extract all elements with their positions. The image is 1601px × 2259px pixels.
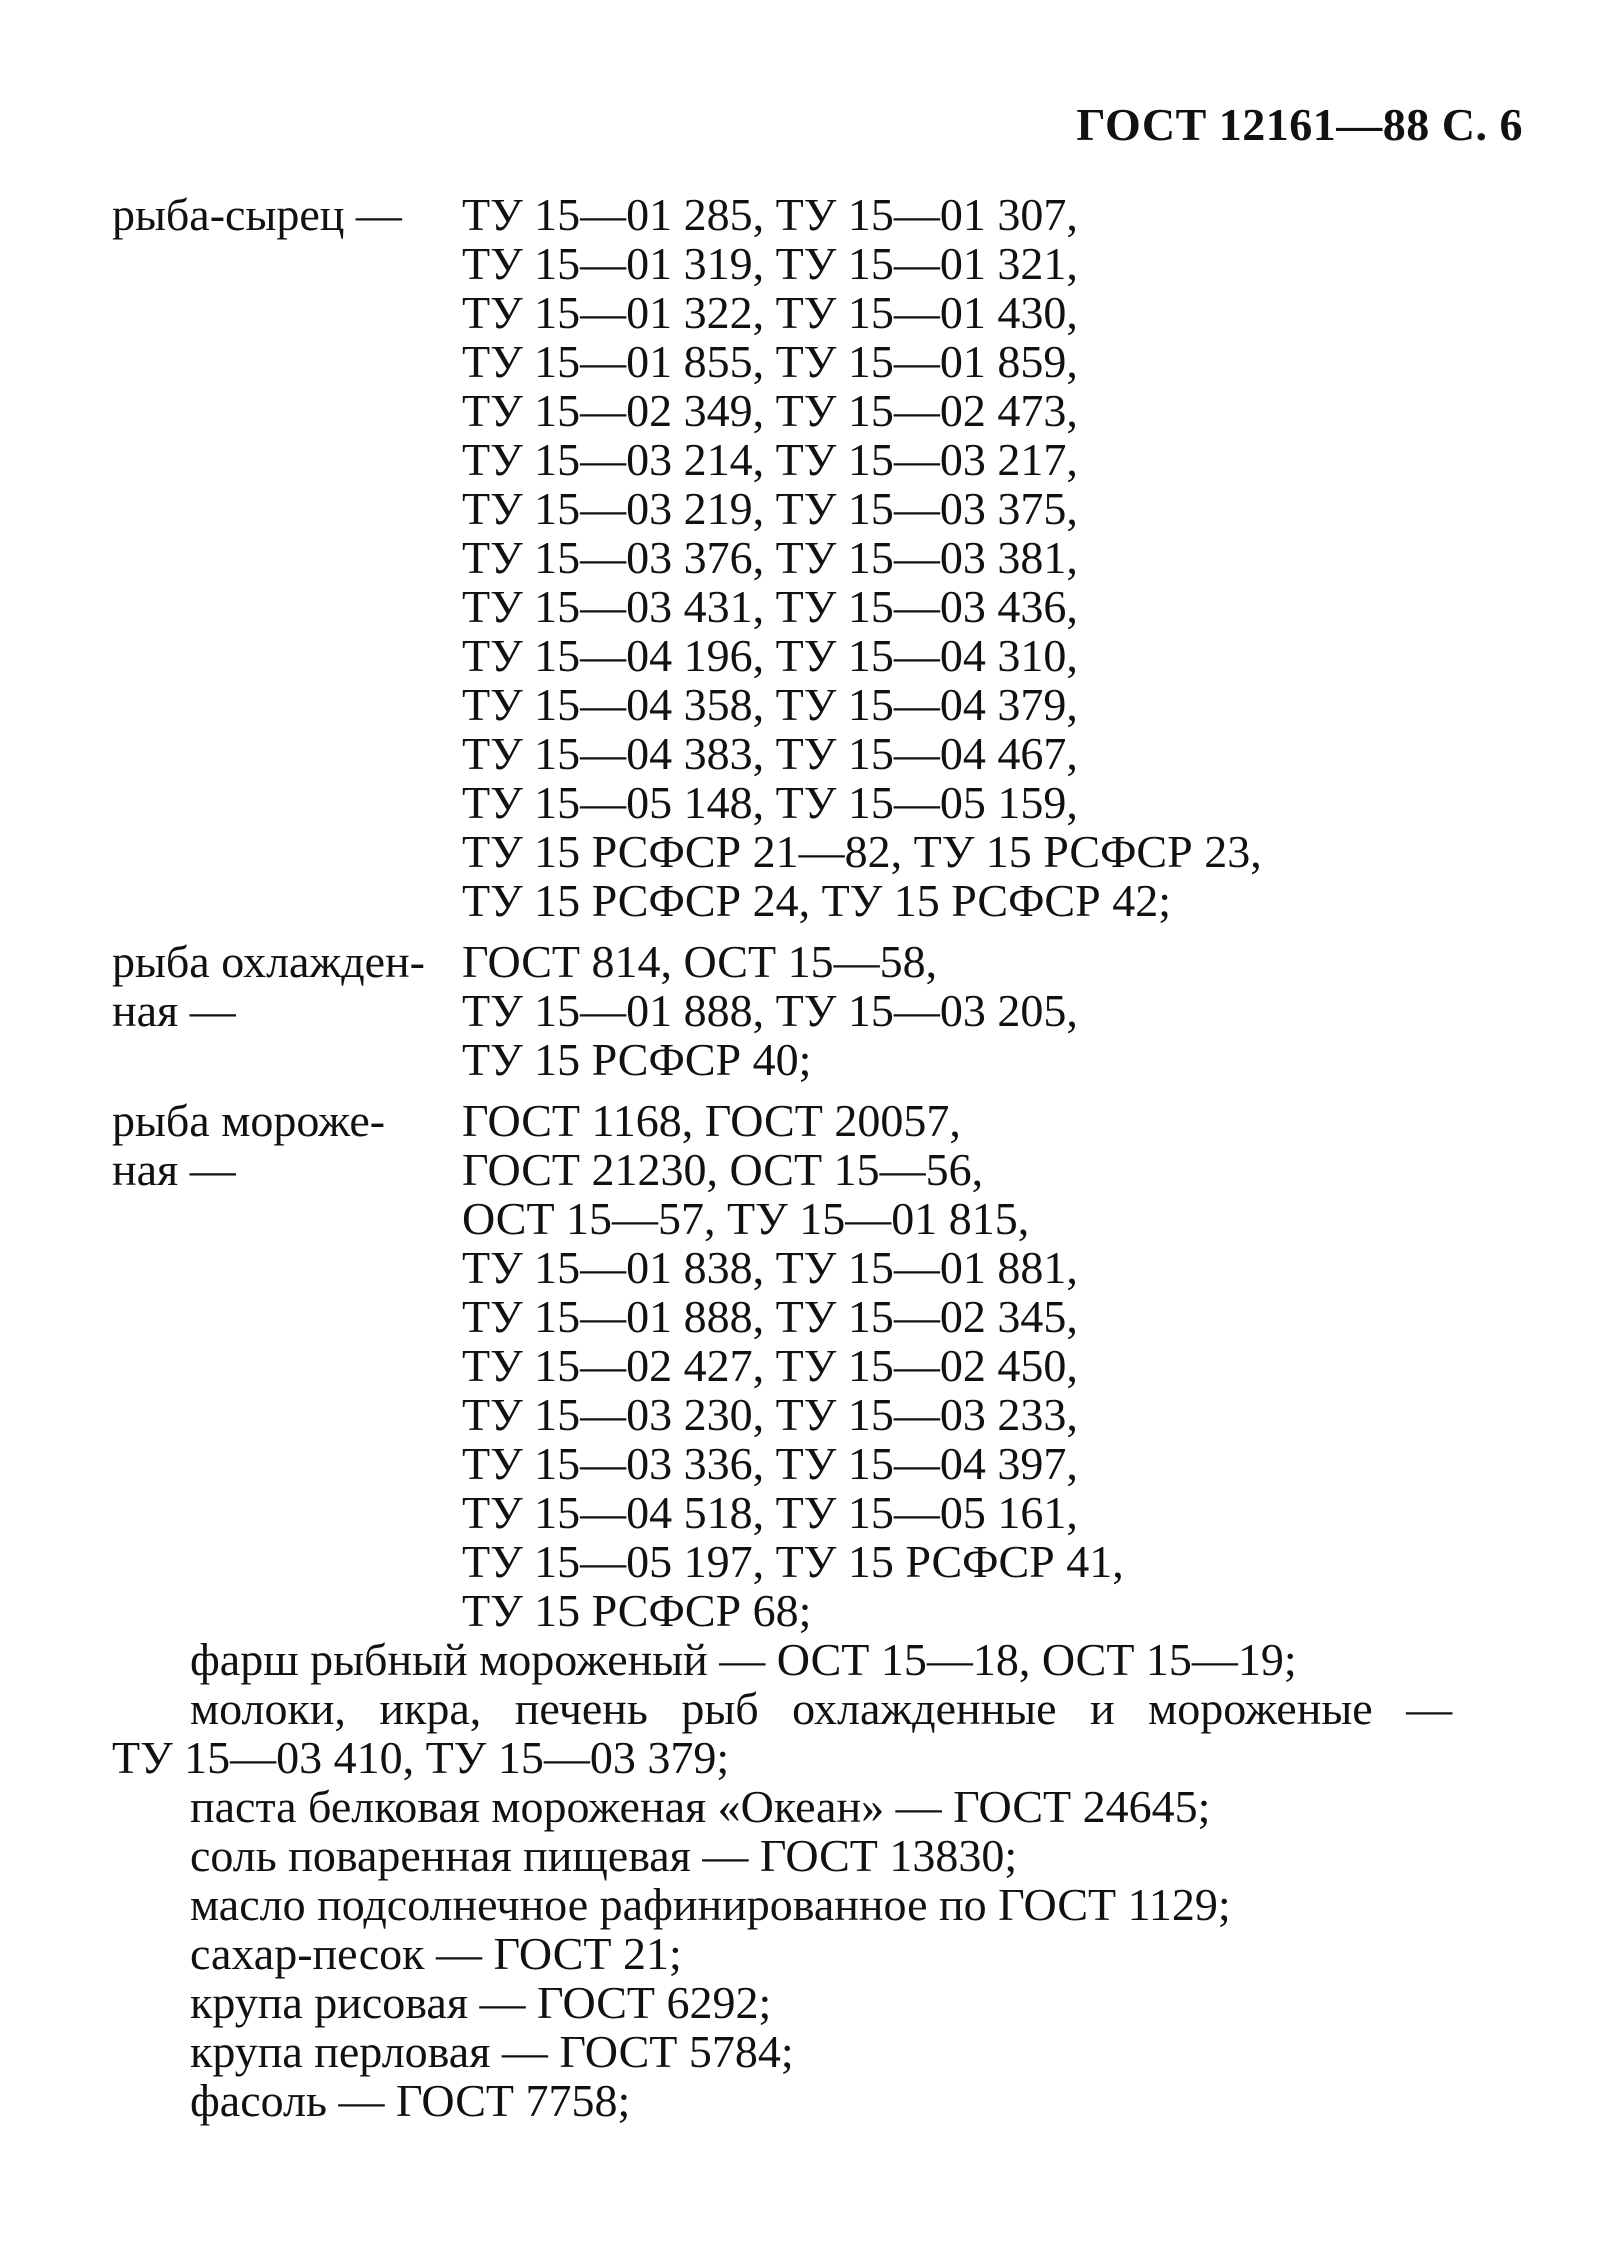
ref-line: ГОСТ 21230, ОСТ 15—56, [462,1144,984,1195]
ref-line: ТУ 15—01 855, ТУ 15—01 859, [462,336,1078,387]
ref-line: ГОСТ 1168, ГОСТ 20057, [462,1095,961,1146]
ref-line: ОСТ 15—57, ТУ 15—01 815, [462,1193,1030,1244]
ref-line: ТУ 15—03 214, ТУ 15—03 217, [462,434,1078,485]
ref-line: ТУ 15—03 336, ТУ 15—04 397, [462,1438,1078,1489]
ref-line: ТУ 15 РСФСР 21—82, ТУ 15 РСФСР 23, [462,826,1262,877]
paragraph-minced-fish: фарш рыбный мороженый — ОСТ 15—18, ОСТ 15—19; [190,1634,1297,1685]
ref-line: ТУ 15—01 285, ТУ 15—01 307, [462,189,1078,240]
ref-line: ТУ 15—04 196, ТУ 15—04 310, [462,630,1078,681]
ref-line: ТУ 15—01 319, ТУ 15—01 321, [462,238,1078,289]
paragraph-milt-roe-line2: ТУ 15—03 410, ТУ 15—03 379; [112,1732,730,1783]
paragraph-sugar: сахар-песок — ГОСТ 21; [190,1928,682,1979]
definition-frozen-fish [112,1096,1532,1635]
term-line: ная — [112,1144,236,1195]
ref-line: ТУ 15—03 219, ТУ 15—03 375, [462,483,1078,534]
definition-refs [462,1096,1532,1635]
ref-line: ТУ 15—02 349, ТУ 15—02 473, [462,385,1078,436]
definition-chilled-fish [112,937,1532,1084]
paragraph-barley: крупа перловая — ГОСТ 5784; [190,2026,794,2077]
paragraph-beans: фасоль — ГОСТ 7758; [190,2075,631,2126]
definition-raw-fish [112,190,1532,925]
definition-refs [462,937,1532,1084]
ref-line: ТУ 15—04 518, ТУ 15—05 161, [462,1487,1078,1538]
ref-line: ТУ 15—03 230, ТУ 15—03 233, [462,1389,1078,1440]
paragraph-salt: соль поваренная пищевая — ГОСТ 13830; [190,1830,1018,1881]
definition-term [112,190,462,925]
ref-line: ТУ 15—01 888, ТУ 15—03 205, [462,985,1078,1036]
ref-line: ТУ 15 РСФСР 68; [462,1585,812,1636]
paragraph-oil: масло подсолнечное рафинированное по ГОСТ 1129; [190,1879,1231,1930]
ref-line: ТУ 15—03 376, ТУ 15—03 381, [462,532,1078,583]
ref-line: ТУ 15—04 383, ТУ 15—04 467, [462,728,1078,779]
definition-term [112,937,462,1084]
definition-refs [462,190,1532,925]
page-header: ГОСТ 12161—88 С. 6 [1076,99,1523,150]
ref-line: ТУ 15—01 888, ТУ 15—02 345, [462,1291,1078,1342]
ref-line: ТУ 15—03 431, ТУ 15—03 436, [462,581,1078,632]
paragraph-protein-paste: паста белковая мороженая «Океан» — ГОСТ 24645; [190,1781,1211,1832]
ref-line: ТУ 15—05 197, ТУ 15 РСФСР 41, [462,1536,1124,1587]
term-line: рыба-сырец — [112,189,402,240]
definition-term [112,1096,462,1635]
ref-line: ТУ 15 РСФСР 40; [462,1034,812,1085]
ref-line: ТУ 15—01 322, ТУ 15—01 430, [462,287,1078,338]
ref-line: ТУ 15—04 358, ТУ 15—04 379, [462,679,1078,730]
term-line: ная — [112,985,236,1036]
paragraph-rice: крупа рисовая — ГОСТ 6292; [190,1977,772,2028]
ref-line: ТУ 15 РСФСР 24, ТУ 15 РСФСР 42; [462,875,1171,926]
term-line: рыба охлажден- [112,936,425,987]
document-body [112,190,1532,2125]
ref-line: ГОСТ 814, ОСТ 15—58, [462,936,938,987]
ref-line: ТУ 15—05 148, ТУ 15—05 159, [462,777,1078,828]
ref-line: ТУ 15—01 838, ТУ 15—01 881, [462,1242,1078,1293]
ref-line: ТУ 15—02 427, ТУ 15—02 450, [462,1340,1078,1391]
term-line: рыба мороже- [112,1095,386,1146]
paragraph-milt-roe-line1: молоки, икра, печень рыб охлажденные и мороженые — [190,1683,1453,1734]
